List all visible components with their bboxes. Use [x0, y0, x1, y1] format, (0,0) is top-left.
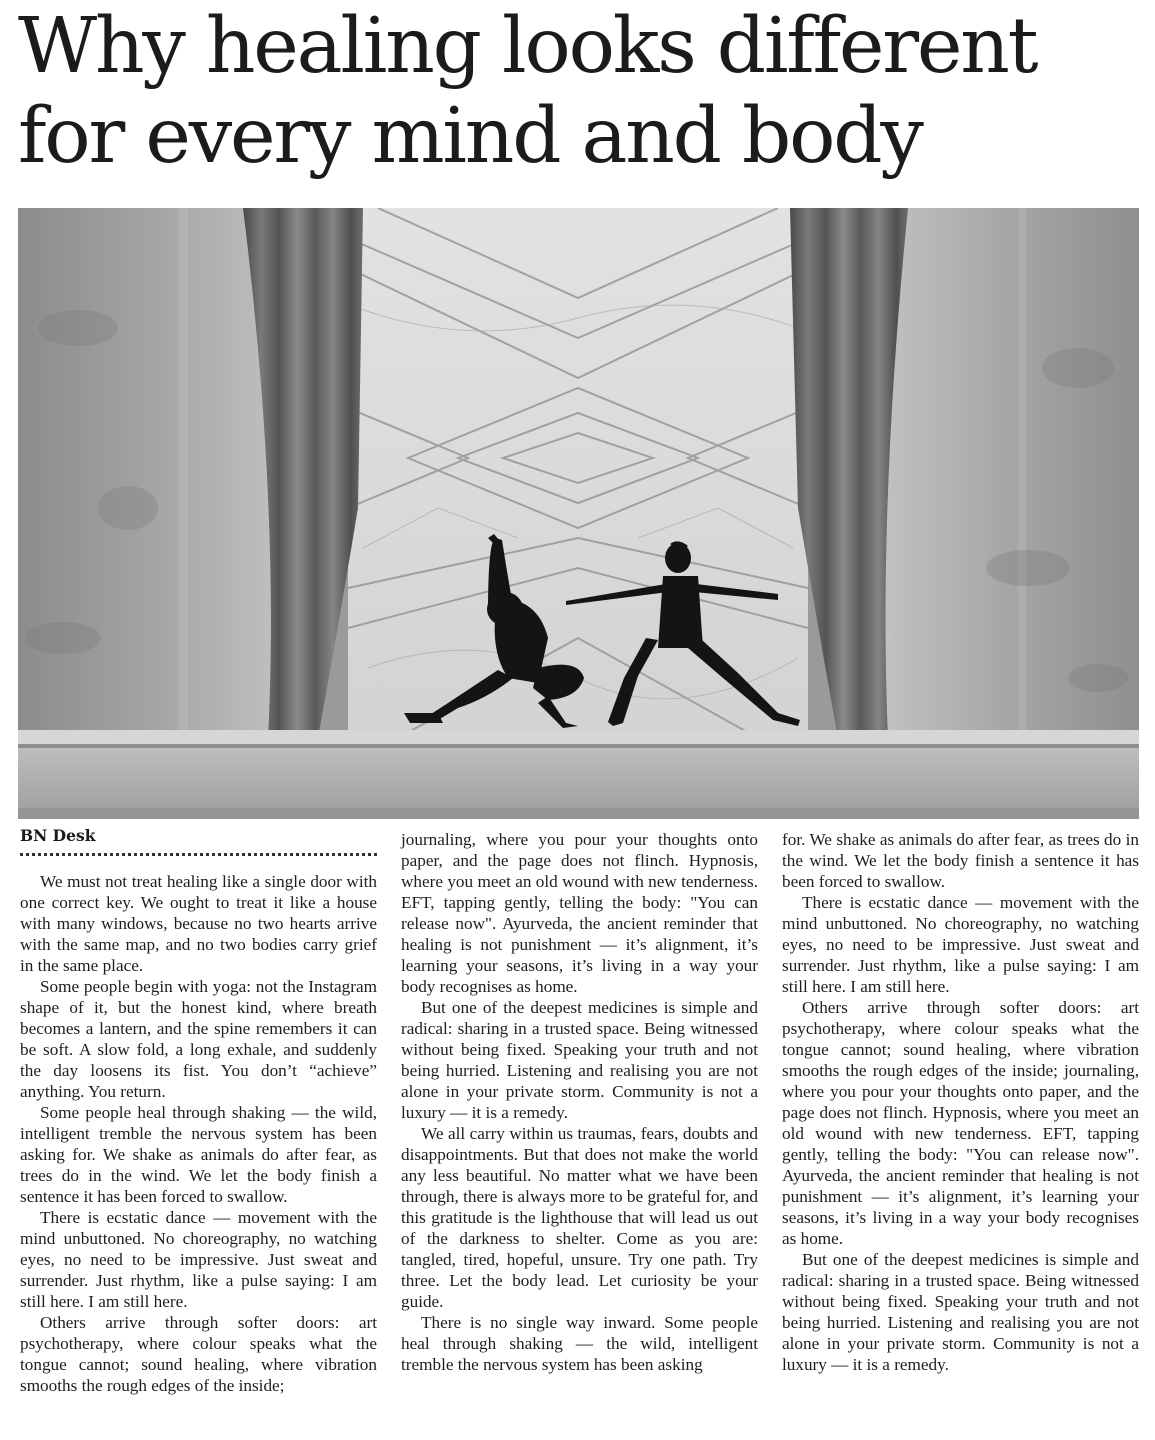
paragraph-continued: journaling, where you pour your thoughts onto paper, and the page does not flinch. Hypnosis, where you meet an old wound with new tenderness. EFT, tapping gently, telling the body: "You can release now". Ayurveda, the ancient reminder that healing is not punishment — it’s alignment, it’s learning your seasons, it’s living in a way your body recognises as home. [401, 830, 758, 996]
headline [18, 2, 1143, 182]
byline-block [20, 826, 377, 869]
headline-line-2: for every mind and body [18, 92, 922, 181]
article-photo [18, 208, 1139, 819]
yoga-photo-illustration [18, 208, 1139, 819]
paragraph: Others arrive through softer doors: art psychotherapy, where colour speaks what the tongue cannot; sound healing, where vibration smooths the rough edges of the inside; journaling, where you pour your thoughts onto paper, and the page does not flinch. Hypnosis, where you meet an old wound with new tenderness. EFT, tapping gently, telling the body: "You can release now". Ayurveda, the ancient reminder that healing is not punishment — it’s alignment, it’s learning your seasons, it’s living in a way your body recognises as home. [782, 998, 1139, 1248]
paragraph-continued: for. We shake as animals do after fear, as trees do in the wind. We let the body finish a sentence it has been forced to swallow. [782, 830, 1139, 891]
paragraph: But one of the deepest medicines is simple and radical: sharing in a trusted space. Being witnessed without being fixed. Speaking your truth and not being hurried. Listening and realising you are not alone in your private storm. Community is not a luxury — it is a remedy. [401, 998, 758, 1122]
paragraph: But one of the deepest medicines is simple and radical: sharing in a trusted space. Being witnessed without being fixed. Speaking your truth and not being hurried. Listening and realising you are not alone in your private storm. Community is not a luxury — it is a remedy. [782, 1250, 1139, 1374]
article-column-3 [782, 829, 1139, 1375]
paragraph: There is no single way inward. Some people heal through shaking — the wild, intelligent tremble the nervous system has been asking [401, 1313, 758, 1374]
paragraph: Others arrive through softer doors: art psychotherapy, where colour speaks what the tongue cannot; sound healing, where vibration smooths the rough edges of the inside; [20, 1313, 377, 1395]
paragraph: There is ecstatic dance — movement with the mind unbuttoned. No choreography, no watching eyes, no need to be impressive. Just sweat and surrender. Just rhythm, like a pulse saying: I am still here. I am still here. [782, 893, 1139, 996]
article-column-2 [401, 829, 758, 1375]
paragraph: We all carry within us traumas, fears, doubts and disappointments. But that does not make the world any less beautiful. No matter what we have been through, there is always more to be grateful for, and this gratitude is the lighthouse that will lead us out of the darkness to shelter. Come as you are: tangled, tired, hopeful, unsure. Try one path. Try three. Let the body lead. Let curiosity be your guide. [401, 1124, 758, 1311]
paragraph: We must not treat healing like a single door with one correct key. We ought to treat it like a house with many windows, because no two hearts arrive with the same map, and no two bodies carry grief in the same place. [20, 872, 377, 975]
paragraph: Some people heal through shaking — the wild, intelligent tremble the nervous system has been asking for. We shake as animals do after fear, as trees do in the wind. We let the body finish a sentence it has been forced to swallow. [20, 1103, 377, 1206]
paragraph: There is ecstatic dance — movement with the mind unbuttoned. No choreography, no watching eyes, no need to be impressive. Just sweat and surrender. Just rhythm, like a pulse saying: I am still here. I am still here. [20, 1208, 377, 1311]
byline: BN Desk [20, 826, 377, 856]
article-column-1 [20, 871, 377, 1396]
paragraph: Some people begin with yoga: not the Instagram shape of it, but the honest kind, where breath becomes a lantern, and the spine remembers it can be soft. A slow fold, a long exhale, and suddenly the day loosens its fist. You don’t “achieve” anything. You return. [20, 977, 377, 1101]
headline-line-1: Why healing looks different [18, 2, 1037, 91]
